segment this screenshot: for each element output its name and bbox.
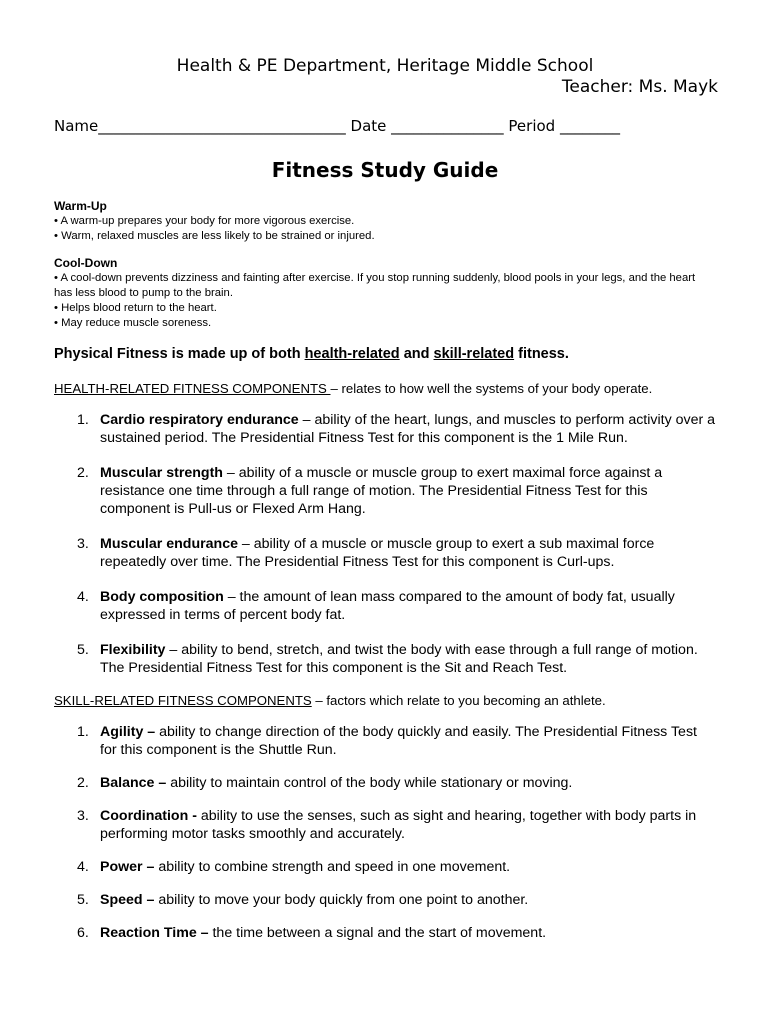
warmup-section (54, 199, 716, 244)
item-number: 4. (77, 589, 89, 605)
list-item (54, 774, 716, 792)
item-term: Agility – (100, 724, 156, 740)
item-text: ability to maintain control of the body while stationary or moving. (166, 775, 573, 791)
pf-prefix: Physical Fitness is made up of both (54, 346, 305, 362)
list-item (54, 464, 716, 518)
skill-components-list (54, 723, 716, 942)
item-text: – ability of a muscle or muscle group to exert maximal force against a resistance one time through a full range of motion. The Presidential Fitness Test for this component is Pull-us or Flexed Arm Hang. (100, 465, 663, 517)
item-number: 3. (77, 808, 89, 824)
item-number: 1. (77, 412, 89, 428)
item-number: 6. (77, 925, 89, 941)
page-title: Fitness Study Guide (271, 158, 499, 182)
skill-components-header (54, 692, 716, 710)
teacher-name: Teacher: Ms. Mayk (561, 77, 718, 97)
item-text: – ability of the heart, lungs, and muscles to perform activity over a sustained period. The Presidential Fitness Test for this component is the 1 Mile Run. (100, 412, 716, 446)
health-components-header (54, 380, 716, 398)
list-item (54, 535, 716, 571)
item-term: Speed – (100, 892, 155, 908)
item-number: 5. (77, 892, 89, 908)
list-item (54, 588, 716, 624)
item-text: ability to use the senses, such as sight and hearing, together with body parts in performing motor tasks smoothly and accurately. (100, 808, 697, 842)
item-term: Coordination - (100, 808, 197, 824)
item-text: – ability of a muscle or muscle group to exert a sub maximal force repeatedly over time. The Presidential Fitness Test for this component is Curl-ups. (100, 536, 655, 570)
health-related-term: health-related (304, 346, 400, 362)
item-term: Muscular endurance (100, 536, 238, 552)
health-components-list (54, 411, 716, 677)
item-text: – ability to bend, stretch, and twist the body with ease through a full range of motion. The Presidential Fitness Test for this component is the Sit and Reach Test. (100, 642, 698, 676)
list-item (54, 858, 716, 876)
item-term: Power – (100, 859, 155, 875)
item-number: 3. (77, 536, 89, 552)
item-term: Balance – (100, 775, 167, 791)
health-components-description: – relates to how well the systems of your body operate. (330, 381, 653, 396)
item-term: Flexibility (100, 642, 166, 658)
item-text: ability to combine strength and speed in one movement. (154, 859, 511, 875)
health-components-title: HEALTH-RELATED FITNESS COMPONENTS (54, 381, 331, 396)
list-item (54, 891, 716, 909)
item-number: 5. (77, 642, 89, 658)
cooldown-heading: Cool-Down (54, 256, 118, 270)
list-item (54, 411, 716, 447)
list-item (54, 641, 716, 677)
item-term: Muscular strength (100, 465, 223, 481)
list-item (54, 723, 716, 759)
skill-components-title: SKILL-RELATED FITNESS COMPONENTS (54, 693, 312, 708)
school-header: Health & PE Department, Heritage Middle School (176, 56, 594, 76)
pf-suffix: fitness. (514, 346, 569, 362)
cooldown-section (54, 256, 716, 331)
list-item (54, 807, 716, 843)
cooldown-line: • May reduce muscle soreness. (54, 317, 212, 329)
item-number: 2. (77, 465, 89, 481)
cooldown-line: • A cool-down prevents dizziness and fainting after exercise. If you stop running suddenly, blood pools in your legs, and the heart has less blood to pump to the brain. (54, 272, 696, 299)
item-term: Body composition (100, 589, 224, 605)
item-number: 4. (77, 859, 89, 875)
list-item (54, 924, 716, 942)
item-term: Cardio respiratory endurance (100, 412, 299, 428)
warmup-heading: Warm-Up (54, 199, 107, 213)
name-date-period-line: Name_________________________________ Date _______________ Period ________ (54, 117, 620, 135)
item-text: the time between a signal and the start of movement. (208, 925, 547, 941)
item-term: Reaction Time – (100, 925, 209, 941)
physical-fitness-statement (54, 345, 716, 364)
cooldown-line: • Helps blood return to the heart. (54, 302, 217, 314)
warmup-line: • Warm, relaxed muscles are less likely to be strained or injured. (54, 230, 375, 242)
item-text: – the amount of lean mass compared to the amount of body fat, usually expressed in terms of percent body fat. (100, 589, 675, 623)
warmup-line: • A warm-up prepares your body for more vigorous exercise. (54, 215, 355, 227)
item-text: ability to move your body quickly from one point to another. (154, 892, 529, 908)
item-text: ability to change direction of the body quickly and easily. The Presidential Fitness Test for this component is the Shuttle Run. (100, 724, 697, 758)
item-number: 2. (77, 775, 89, 791)
skill-related-term: skill-related (433, 346, 515, 362)
pf-middle: and (399, 346, 434, 362)
item-number: 1. (77, 724, 89, 740)
skill-components-description: – factors which relate to you becoming an athlete. (311, 693, 606, 708)
